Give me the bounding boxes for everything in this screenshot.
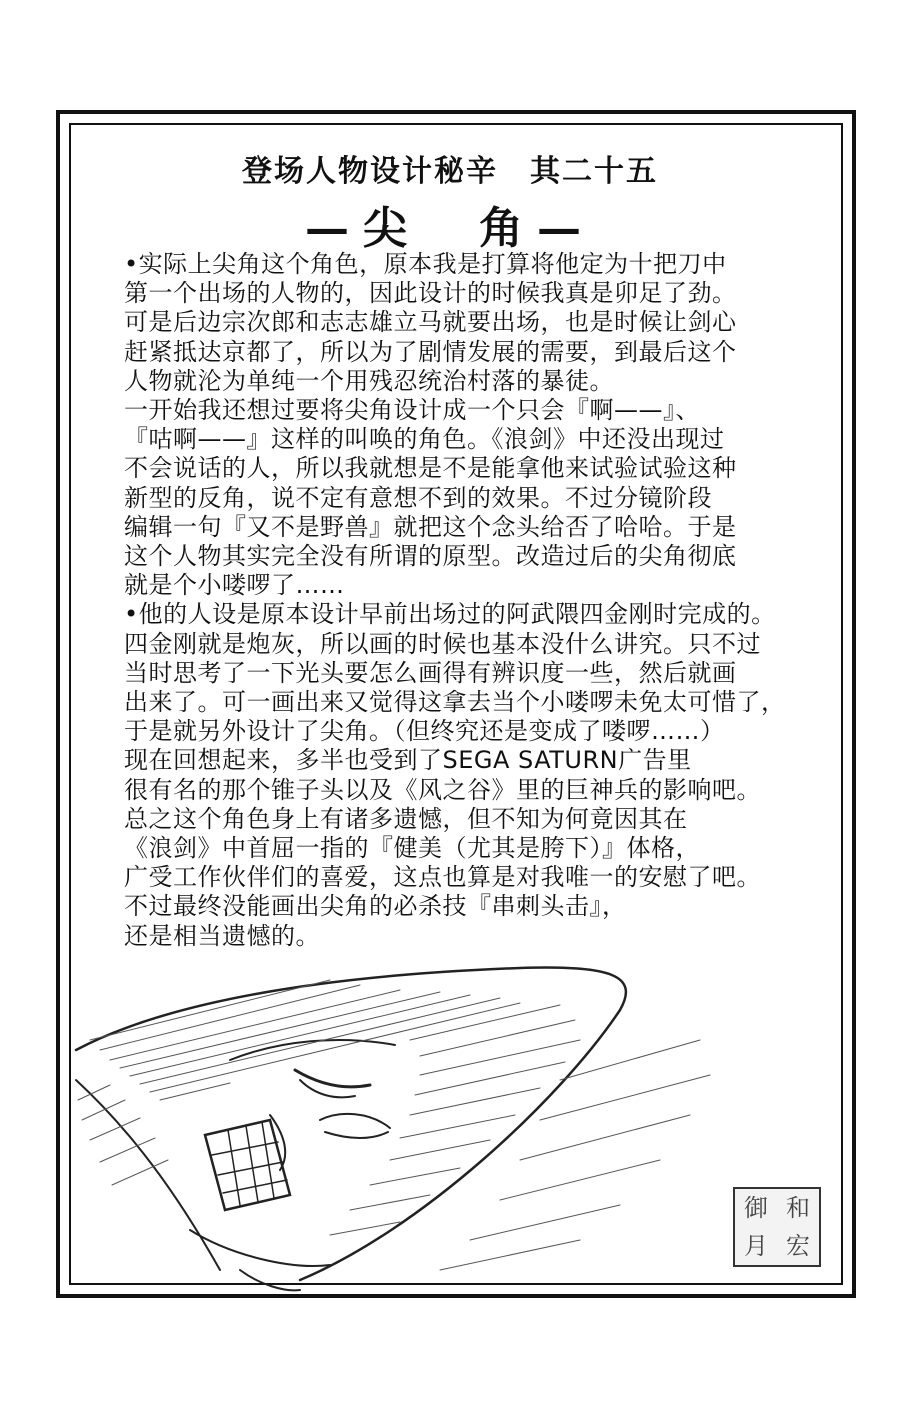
body-line: 四金刚就是炮灰，所以画的时候也基本没什么讲究。只不过 — [124, 629, 761, 658]
body-line: •他的人设是原本设计早前出场过的阿武隈四金刚时完成的。 — [124, 600, 776, 629]
author-seal — [733, 1187, 821, 1267]
body-line: 编辑一句『又不是野兽』就把这个念头给否了哈哈。于是 — [124, 512, 737, 541]
body-line: 赶紧抵达京都了，所以为了剧情发展的需要，到最后这个 — [124, 337, 737, 366]
seal-char: 御 — [744, 1194, 768, 1222]
seal-char: 月 — [744, 1232, 768, 1260]
seal-char: 宏 — [786, 1232, 810, 1260]
body-line: 广受工作伙伴们的喜爱，这点也算是对我唯一的安慰了吧。 — [124, 863, 761, 892]
body-line: 不会说话的人，所以我就想是不是能拿他来试验试验这种 — [124, 454, 737, 483]
body-line: 新型的反角，说不定有意想不到的效果。不过分镜阶段 — [124, 483, 712, 512]
body-line: 一开始我还想过要将尖角设计成一个只会『啊——』、 — [124, 396, 700, 425]
body-line: 这个人物其实完全没有所谓的原型。改造过后的尖角彻底 — [124, 542, 737, 571]
body-line: 于是就另外设计了尖角。（但终究还是变成了喽啰……） — [124, 717, 725, 746]
body-line: 人物就沦为单纯一个用残忍统治村落的暴徒。 — [124, 366, 614, 395]
body-line: •实际上尖角这个角色，原本我是打算将他定为十把刀中 — [124, 250, 727, 278]
page-title: —尖 角— — [305, 203, 595, 254]
page-subtitle: 登场人物设计秘辛 其二十五 — [242, 154, 658, 189]
body-line: 就是个小喽啰了…… — [124, 571, 345, 600]
body-line: 很有名的那个锥子头以及《风之谷》里的巨神兵的影响吧。 — [124, 775, 761, 804]
body-line: 当时思考了一下光头要怎么画得有辨识度一些，然后就画 — [124, 658, 737, 687]
seal-char: 和 — [786, 1194, 810, 1222]
body-line: 第一个出场的人物的，因此设计的时候我真是卯足了劲。 — [124, 279, 737, 308]
body-line: 总之这个角色身上有诸多遗憾，但不知为何竟因其在 — [124, 804, 688, 833]
body-line: 可是后边宗次郎和志志雄立马就要出场，也是时候让剑心 — [124, 308, 737, 337]
body-line: 出来了。可一画出来又觉得这拿去当个小喽啰未免太可惜了， — [124, 688, 786, 717]
body-line: 现在回想起来，多半也受到了SEGA SATURN广告里 — [124, 746, 692, 775]
body-line: 不过最终没能画出尖角的必杀技『串刺头击』， — [124, 892, 627, 921]
body-line: 还是相当遗憾的。 — [124, 921, 320, 950]
body-text — [124, 250, 824, 951]
body-line: 『咕啊——』这样的叫唤的角色。《浪剑》中还没出现过 — [124, 425, 725, 454]
body-line: 《浪剑》中首屈一指的『健美（尤其是胯下）』体格， — [124, 834, 700, 863]
